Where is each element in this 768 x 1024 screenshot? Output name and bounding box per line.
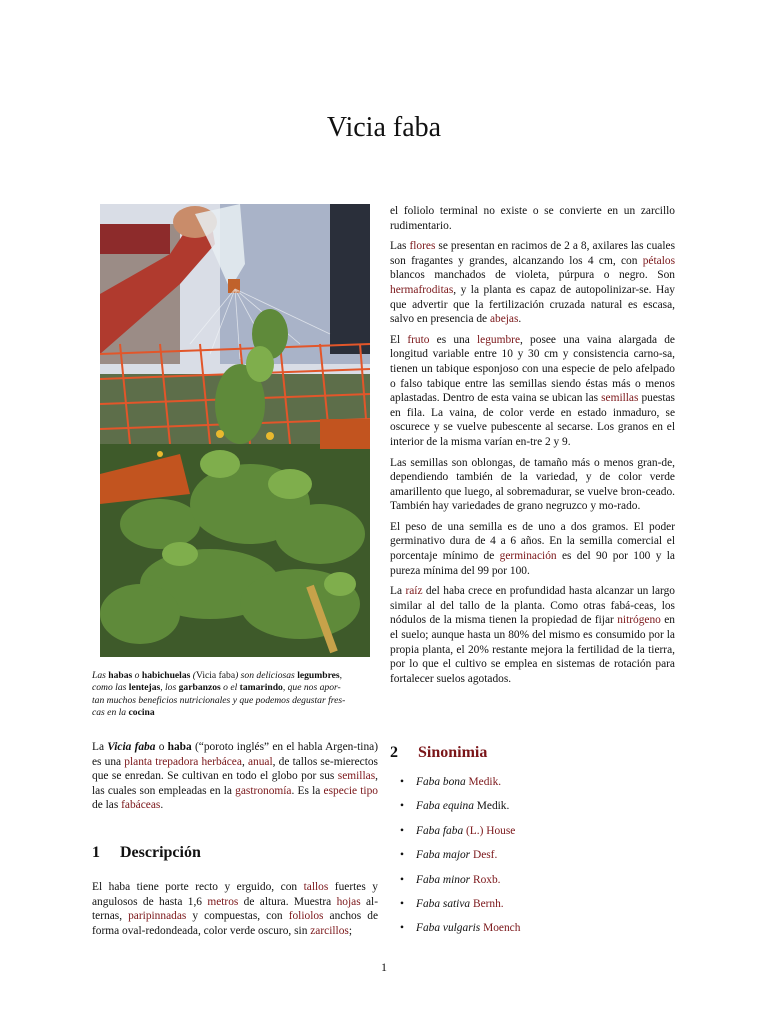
text: El <box>390 333 408 346</box>
text: , posee una vaina alargada de longitud variable entre 10 y 30 cm y consistencia carno-sa, tienen un tabique esponjoso con una especie de pelo afelpado o falso tabique entre las semillas siendo éstas más o menos aplastadas. Dentro de esta vaina se ubican las <box>390 333 675 405</box>
link-nitrogeno[interactable]: nitrógeno <box>617 614 661 627</box>
paragraph-peso <box>390 520 675 578</box>
bold-haba: haba <box>167 741 192 753</box>
paragraph-flores <box>390 239 675 327</box>
link-legumbre[interactable]: legumbre <box>477 333 521 346</box>
synonym-name: Faba bona <box>416 776 466 788</box>
link-petalos[interactable]: pétalos <box>642 254 675 267</box>
vicia-faba-photo <box>100 204 370 657</box>
text: anchos de forma oval-redondeada, color verde oscuro, sin <box>92 910 378 937</box>
figure-caption <box>92 670 378 720</box>
text: La <box>390 585 406 598</box>
caption-bold-habichuelas: habichuelas <box>141 670 191 681</box>
synonym-author-link[interactable]: (L.) House <box>466 824 516 837</box>
caption-text: , los <box>160 682 179 694</box>
link-hojas[interactable]: hojas <box>336 895 361 908</box>
page-number: 1 <box>381 960 387 974</box>
text: del haba crece en profundidad hasta alcanzar un largo similar al del tallo de la planta. Como otras fabá-ceas, los nódulos de la misma tienen la propiedad de fijar <box>390 585 675 627</box>
paragraph-raiz <box>390 584 675 686</box>
caption-bold-cocina: cocina <box>128 707 155 719</box>
section-number: 2 <box>390 744 398 761</box>
caption-text: , que nos apor- <box>282 682 341 694</box>
synonym-author-link[interactable]: Roxb. <box>472 873 501 886</box>
synonym-name: Faba major <box>416 849 471 862</box>
text: . Es la <box>291 784 324 797</box>
text: y compuestas, con <box>186 910 289 923</box>
link-flores[interactable]: flores <box>409 240 436 253</box>
link-hermafroditas[interactable]: hermafroditas <box>390 283 454 296</box>
text: fuertes y angulosos de hasta 1,6 <box>92 881 378 908</box>
text: La <box>92 741 108 753</box>
synonym-name: Faba equina <box>416 800 474 813</box>
text: de las <box>92 799 122 812</box>
caption-species: Vicia faba <box>195 670 236 681</box>
list-item <box>400 825 520 849</box>
text: , y la planta es capaz de autopolinizar-se. Hay que advertir que la fertilización cruzada natural es escasa, salvo en presencia de <box>390 283 675 326</box>
synonym-author-link[interactable]: Desf. <box>472 849 498 862</box>
caption-text: tan muchos beneficios nutricionales y que podemos degustar fres- <box>92 694 346 706</box>
bold-vicia-faba: Vicia faba <box>107 741 156 753</box>
text: , de tallos se-mierectos que se enredan. Se cultivan en todo el globo por sus <box>92 755 378 783</box>
text: , las cuales son empleadas en la <box>92 770 378 797</box>
link-paripinnadas[interactable]: paripinnadas <box>128 910 187 923</box>
link-abejas[interactable]: abejas <box>489 313 519 326</box>
text: ; <box>348 924 353 937</box>
list-item <box>400 922 520 946</box>
list-item <box>400 849 520 873</box>
caption-text: , <box>339 670 343 681</box>
text: o <box>155 741 168 753</box>
text: se presentan en racimos de 2 a 8, axilares las cuales son fragantes y grandes, alcanzando los 4 cm, con <box>390 240 676 267</box>
link-germinacion[interactable]: germinación <box>499 550 557 563</box>
bullet: • <box>400 873 404 886</box>
paragraph-semillas: Las semillas son oblongas, de tamaño más o menos gran-de, dependiendo también de la variedad, y de color verde amarillento que luego, al sobremadurar, se vuelve bron-ceado. También hay variedades de grano negruzco y mo-rado. <box>390 456 675 513</box>
paragraph-fruto <box>390 333 675 450</box>
link-fabaceas[interactable]: fabáceas <box>121 799 161 812</box>
synonym-name: Faba sativa <box>416 897 471 910</box>
right-column <box>390 204 675 692</box>
text: es una <box>429 333 477 346</box>
text: (“poroto inglés” en el habla Argen-tina) es una <box>92 741 379 768</box>
section-number: 1 <box>92 844 100 861</box>
paragraph-foliolo: el foliolo terminal no existe o se convierte en un zarcillo rudimentario. <box>390 205 675 232</box>
text: . <box>160 799 164 812</box>
caption-text: ) son deliciosas <box>235 670 298 681</box>
text: . <box>518 313 522 326</box>
list-item <box>400 898 520 922</box>
bullet: • <box>400 922 404 935</box>
link-fruto[interactable]: fruto <box>407 333 430 346</box>
link-raiz[interactable]: raíz <box>405 585 423 598</box>
text: de altura. Muestra <box>238 895 337 908</box>
text: puestas en fila. La vaina, de color verde en estado inmaduro, se oscurece y se vuelve pubescente al secarse. Los granos en el interior de la misma varían en-tre 2 y 9. <box>390 392 675 448</box>
caption-text: Las <box>92 670 109 681</box>
text: en el suelo; aunque hasta un 80% del mismo es consumido por la propia planta, el 20% restante mejora la fertilidad de la tierra, por lo que el cultivo se emplea en sistemas de rotación para fortalecer suelos agotados. <box>390 614 675 685</box>
caption-bold-legumbres: legumbres <box>297 670 340 681</box>
link-foliolos[interactable]: foliolos <box>288 910 324 923</box>
synonym-name: Faba vulgaris <box>416 922 481 935</box>
list-item <box>400 874 520 898</box>
caption-text: cas en la <box>92 707 129 719</box>
section-heading-descripcion <box>92 844 201 862</box>
bullet: • <box>400 800 404 813</box>
caption-text: o el <box>220 682 240 694</box>
page-title: Vicia faba <box>326 112 442 143</box>
caption-text: como las <box>92 682 129 694</box>
list-item <box>400 800 520 824</box>
caption-text: ( <box>190 670 196 681</box>
synonym-name: Faba faba <box>416 824 464 837</box>
caption-bold-tamarindo: tamarindo <box>239 682 283 694</box>
descripcion-paragraph <box>92 880 378 944</box>
bullet: • <box>400 776 404 788</box>
text: Las <box>390 240 410 253</box>
synonym-author-link[interactable]: Medik. <box>468 776 502 788</box>
bullet: • <box>400 824 404 837</box>
text: al-ternas, <box>92 895 378 923</box>
section-title: Descripción <box>120 844 201 861</box>
link-anual[interactable]: anual <box>247 755 273 768</box>
text: El peso de una semilla es de uno a dos gramos. El poder germinativo dura de 4 a 6 años. En la semilla comercial el porcentaje mínimo de <box>390 520 675 563</box>
bullet: • <box>400 897 404 910</box>
synonym-author-link[interactable]: Moench <box>483 922 521 935</box>
link-tallos[interactable]: tallos <box>303 881 329 893</box>
link-semillas-2[interactable]: semillas <box>601 392 639 405</box>
text: es del 90 por 100 y la pureza mínima del 99 por 100. <box>390 550 675 577</box>
caption-bold-habas: habas <box>108 670 133 681</box>
link-zarcillos[interactable]: zarcillos <box>310 924 349 937</box>
bullet: • <box>400 849 404 862</box>
text: blancos manchados de violeta, púrpura o negro. Son <box>390 269 675 282</box>
caption-bold-garbanzos: garbanzos <box>178 682 221 694</box>
section-heading-sinonimia <box>390 744 487 762</box>
list-item <box>400 776 520 800</box>
caption-text: o <box>132 670 142 681</box>
synonym-list <box>400 776 520 947</box>
synonym-author: Medik. <box>476 800 510 813</box>
synonym-author-link[interactable]: Bernh. <box>472 897 504 910</box>
caption-bold-lentejas: lentejas <box>128 682 161 694</box>
link-metros[interactable]: metros <box>207 895 239 908</box>
link-planta-trepadora[interactable]: planta trepadora herbácea <box>124 755 242 768</box>
link-especie-tipo[interactable]: especie tipo <box>323 784 378 797</box>
intro-paragraph <box>92 740 378 819</box>
section-title[interactable]: Sinonimia <box>418 744 488 761</box>
text: El haba tiene porte recto y erguido, con <box>92 881 304 893</box>
synonym-name: Faba minor <box>416 873 471 886</box>
text: , <box>241 755 248 768</box>
link-gastronomia[interactable]: gastronomía <box>235 784 292 797</box>
link-semillas[interactable]: semillas <box>337 770 376 783</box>
